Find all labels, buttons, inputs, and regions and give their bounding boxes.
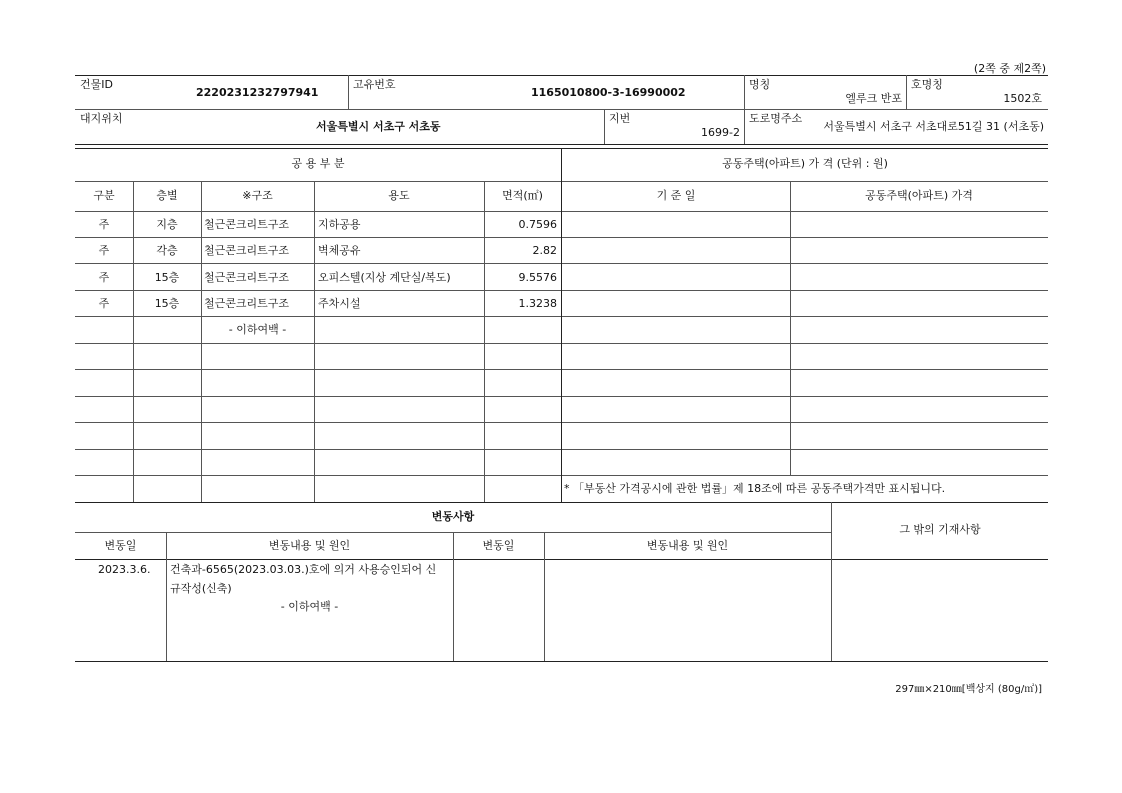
change-section-title: 변동사항	[431, 510, 475, 523]
table-cell: 벽체공유	[318, 244, 361, 257]
col-header-floor: 층별	[156, 189, 178, 202]
site-value: 서울특별시 서초구 서초동	[316, 120, 441, 133]
table-cell: 9.5576	[518, 271, 557, 284]
change-entry-date: 2023.3.6.	[98, 563, 151, 576]
table-cell: 0.7596	[518, 218, 557, 231]
name-value: 엘루크 반포	[845, 92, 902, 105]
col-header-house-price: 공동주택(아파트) 가격	[865, 189, 973, 202]
site-label: 대지위치	[80, 112, 123, 125]
table-cell: 각층	[156, 244, 178, 257]
col-header-structure: ※구조	[242, 189, 273, 202]
building-id-label: 건물ID	[80, 78, 113, 91]
col-header-change-content: 변동내용 및 원인	[268, 539, 351, 552]
lot-value: 1699-2	[701, 126, 740, 139]
col-header-category: 구분	[93, 189, 115, 202]
table-cell: 15층	[154, 271, 180, 284]
table-cell: 오피스텔(지상 계단실/복도)	[318, 271, 451, 284]
table-cell: 주	[98, 218, 110, 231]
table-cell: 지하공용	[318, 218, 361, 231]
unique-no-label: 고유번호	[353, 78, 396, 91]
table-cell: 철근콘크리트구조	[204, 244, 290, 257]
road-address-label: 도로명주소	[749, 112, 803, 125]
change-entry-content-line1: 건축과-6565(2023.03.03.)호에 의거 사용승인되어 신	[170, 563, 437, 576]
table-cell: 주	[98, 271, 110, 284]
name-label: 명칭	[749, 78, 771, 91]
col-header-base-date: 기 준 일	[656, 189, 696, 202]
table-cell: 주	[98, 244, 110, 257]
col-header-change-date: 변동일	[104, 539, 137, 552]
page-indicator: (2쪽 중 제2쪽)	[973, 62, 1046, 75]
col-header-usage: 용도	[388, 189, 410, 202]
table-cell: 철근콘크리트구조	[204, 218, 290, 231]
col-header-change-content-2: 변동내용 및 원인	[646, 539, 729, 552]
change-entry-content-line2: 규작성(신축)	[170, 582, 232, 595]
table-cell: 철근콘크리트구조	[204, 271, 290, 284]
table-cell: 2.82	[532, 244, 557, 257]
table-cell: 주	[98, 297, 110, 310]
table-cell: 15층	[154, 297, 180, 310]
common-section-title: 공 용 부 분	[291, 157, 345, 170]
price-note: * 「부동산 가격공시에 관한 법률」제 18조에 따른 공동주택가격만 표시됩니다.	[564, 482, 946, 495]
road-address-value: 서울특별시 서초구 서초대로51길 31 (서초동)	[823, 120, 1044, 133]
other-notes-title: 그 밖의 기재사항	[899, 523, 981, 536]
building-id-value: 2220231232797941	[196, 86, 319, 99]
paper-spec-footer: 297㎜×210㎜[백상지 (80g/㎡)]	[895, 684, 1042, 695]
lot-label: 지번	[609, 112, 631, 125]
price-section-title: 공동주택(아파트) 가 격 (단위 : 원)	[722, 157, 888, 170]
unique-no-value: 1165010800-3-16990002	[531, 86, 686, 99]
table-cell: 지층	[156, 218, 178, 231]
col-header-area: 면적(㎡)	[502, 189, 543, 202]
change-end-marker: - 이하여백 -	[280, 600, 339, 613]
table-cell: 1.3238	[518, 297, 557, 310]
unit-name-label: 호명칭	[911, 78, 943, 91]
table-cell: 주차시설	[318, 297, 361, 310]
unit-name-value: 1502호	[1003, 92, 1042, 105]
col-header-change-date-2: 변동일	[482, 539, 515, 552]
table-end-marker: - 이하여백 -	[228, 323, 287, 336]
table-cell: 철근콘크리트구조	[204, 297, 290, 310]
